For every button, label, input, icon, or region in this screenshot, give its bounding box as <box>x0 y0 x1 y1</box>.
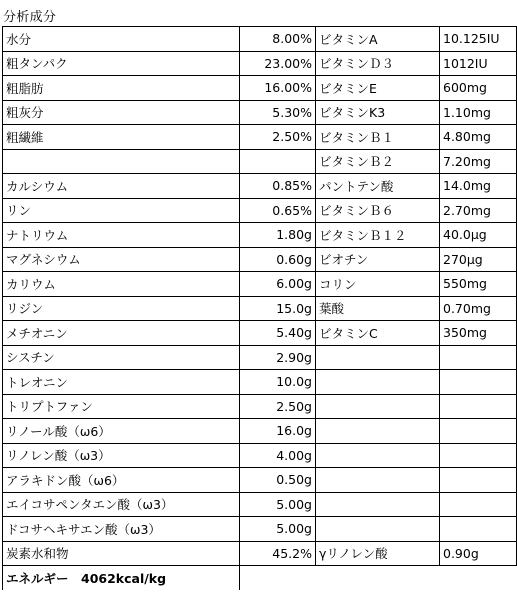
vitamin-value-cell: 0.90g <box>440 541 517 566</box>
section-title: 分析成分 <box>3 10 57 25</box>
vitamin-name-cell <box>316 443 440 468</box>
table-row <box>3 468 517 493</box>
table-row <box>3 419 517 444</box>
vitamin-value-cell: 10.125IU <box>440 27 517 52</box>
nutrient-name-cell: 炭素水和物 <box>3 541 240 566</box>
table-row <box>3 76 517 101</box>
vitamin-name-cell <box>316 468 440 493</box>
vitamin-value-cell <box>440 468 517 493</box>
table-row <box>3 321 517 346</box>
nutrient-name-cell: メチオニン <box>3 321 240 346</box>
nutrient-name-cell: リジン <box>3 296 240 321</box>
vitamin-name-cell <box>316 517 440 542</box>
vitamin-value-cell: 0.70mg <box>440 296 517 321</box>
vitamin-name-cell: ビタミンＢ１２ <box>316 223 440 248</box>
table-row <box>3 247 517 272</box>
nutrient-value-cell: 15.0g <box>240 296 316 321</box>
table-row <box>3 174 517 199</box>
nutrient-value-cell: 5.00g <box>240 492 316 517</box>
vitamin-name-cell: ビタミンE <box>316 76 440 101</box>
vitamin-value-cell <box>440 517 517 542</box>
empty-cell <box>440 566 517 590</box>
table-row <box>3 51 517 76</box>
nutrient-name-cell: 水分 <box>3 27 240 52</box>
nutrient-name-cell: シスチン <box>3 345 240 370</box>
table-row <box>3 27 517 52</box>
nutrient-value-cell: 16.00% <box>240 76 316 101</box>
nutrient-value-cell: 0.65% <box>240 198 316 223</box>
empty-cell <box>316 566 440 590</box>
energy-label: エネルギー 4062kcal/kg <box>3 566 240 590</box>
vitamin-value-cell: 40.0μg <box>440 223 517 248</box>
nutrient-value-cell: 16.0g <box>240 419 316 444</box>
table-row <box>3 345 517 370</box>
nutrient-name-cell: アラキドン酸（ω6） <box>3 468 240 493</box>
vitamin-name-cell: パントテン酸 <box>316 174 440 199</box>
nutrient-value-cell: 4.00g <box>240 443 316 468</box>
vitamin-name-cell: ビタミンＢ１ <box>316 125 440 150</box>
nutrient-name-cell: カリウム <box>3 272 240 297</box>
energy-row <box>3 566 517 590</box>
vitamin-value-cell: 7.20mg <box>440 149 517 174</box>
vitamin-value-cell: 550mg <box>440 272 517 297</box>
vitamin-name-cell: ビタミンＢ２ <box>316 149 440 174</box>
table-row <box>3 370 517 395</box>
nutrient-name-cell: カルシウム <box>3 174 240 199</box>
table-row <box>3 100 517 125</box>
nutrient-value-cell: 0.60g <box>240 247 316 272</box>
vitamin-name-cell <box>316 492 440 517</box>
nutrient-value-cell: 5.00g <box>240 517 316 542</box>
table-row <box>3 541 517 566</box>
table-row <box>3 517 517 542</box>
vitamin-value-cell: 1012IU <box>440 51 517 76</box>
nutrient-value-cell: 2.90g <box>240 345 316 370</box>
vitamin-value-cell: 1.10mg <box>440 100 517 125</box>
vitamin-name-cell: ビタミンＢ６ <box>316 198 440 223</box>
vitamin-value-cell <box>440 345 517 370</box>
vitamin-name-cell <box>316 419 440 444</box>
nutrient-name-cell: リノレン酸（ω3） <box>3 443 240 468</box>
table-row <box>3 198 517 223</box>
vitamin-name-cell <box>316 370 440 395</box>
nutrient-name-cell: リン <box>3 198 240 223</box>
nutrient-name-cell: ドコサヘキサエン酸（ω3） <box>3 517 240 542</box>
nutrient-value-cell: 5.40g <box>240 321 316 346</box>
nutrient-name-cell: 粗繊維 <box>3 125 240 150</box>
nutrient-value-cell: 0.50g <box>240 468 316 493</box>
table-row <box>3 492 517 517</box>
table-row <box>3 272 517 297</box>
vitamin-name-cell: コリン <box>316 272 440 297</box>
vitamin-name-cell <box>316 394 440 419</box>
nutrient-name-cell: ナトリウム <box>3 223 240 248</box>
nutrient-name-cell: 粗灰分 <box>3 100 240 125</box>
nutrient-value-cell: 5.30% <box>240 100 316 125</box>
vitamin-name-cell: ビタミンK3 <box>316 100 440 125</box>
vitamin-value-cell: 2.70mg <box>440 198 517 223</box>
nutrient-value-cell: 0.85% <box>240 174 316 199</box>
vitamin-name-cell <box>316 345 440 370</box>
vitamin-name-cell: ビタミンＤ３ <box>316 51 440 76</box>
table-row <box>3 223 517 248</box>
nutrition-table <box>2 26 517 590</box>
nutrient-name-cell: リノール酸（ω6） <box>3 419 240 444</box>
nutrient-name-cell <box>3 149 240 174</box>
vitamin-name-cell: ビタミンA <box>316 27 440 52</box>
nutrient-value-cell: 6.00g <box>240 272 316 297</box>
nutrient-value-cell: 1.80g <box>240 223 316 248</box>
nutrient-value-cell: 2.50% <box>240 125 316 150</box>
table-row <box>3 125 517 150</box>
vitamin-value-cell: 270μg <box>440 247 517 272</box>
nutrient-name-cell: マグネシウム <box>3 247 240 272</box>
nutrient-value-cell: 23.00% <box>240 51 316 76</box>
vitamin-name-cell: ビオチン <box>316 247 440 272</box>
table-row <box>3 296 517 321</box>
table-row <box>3 394 517 419</box>
nutrient-value-cell: 2.50g <box>240 394 316 419</box>
vitamin-value-cell: 350mg <box>440 321 517 346</box>
nutrient-name-cell: 粗タンパク <box>3 51 240 76</box>
vitamin-value-cell: 600mg <box>440 76 517 101</box>
vitamin-name-cell: 葉酸 <box>316 296 440 321</box>
nutrient-value-cell: 10.0g <box>240 370 316 395</box>
nutrient-name-cell: トリプトファン <box>3 394 240 419</box>
vitamin-value-cell: 14.0mg <box>440 174 517 199</box>
nutrient-name-cell: 粗脂肪 <box>3 76 240 101</box>
vitamin-value-cell <box>440 419 517 444</box>
vitamin-name-cell: ビタミンC <box>316 321 440 346</box>
nutrient-value-cell: 8.00% <box>240 27 316 52</box>
vitamin-name-cell: γリノレン酸 <box>316 541 440 566</box>
table-row <box>3 149 517 174</box>
vitamin-value-cell <box>440 370 517 395</box>
vitamin-value-cell <box>440 443 517 468</box>
empty-cell <box>240 566 316 590</box>
nutrient-name-cell: トレオニン <box>3 370 240 395</box>
vitamin-value-cell <box>440 492 517 517</box>
vitamin-value-cell: 4.80mg <box>440 125 517 150</box>
table-row <box>3 443 517 468</box>
vitamin-value-cell <box>440 394 517 419</box>
nutrient-name-cell: エイコサペンタエン酸（ω3） <box>3 492 240 517</box>
nutrient-value-cell <box>240 149 316 174</box>
nutrient-value-cell: 45.2% <box>240 541 316 566</box>
